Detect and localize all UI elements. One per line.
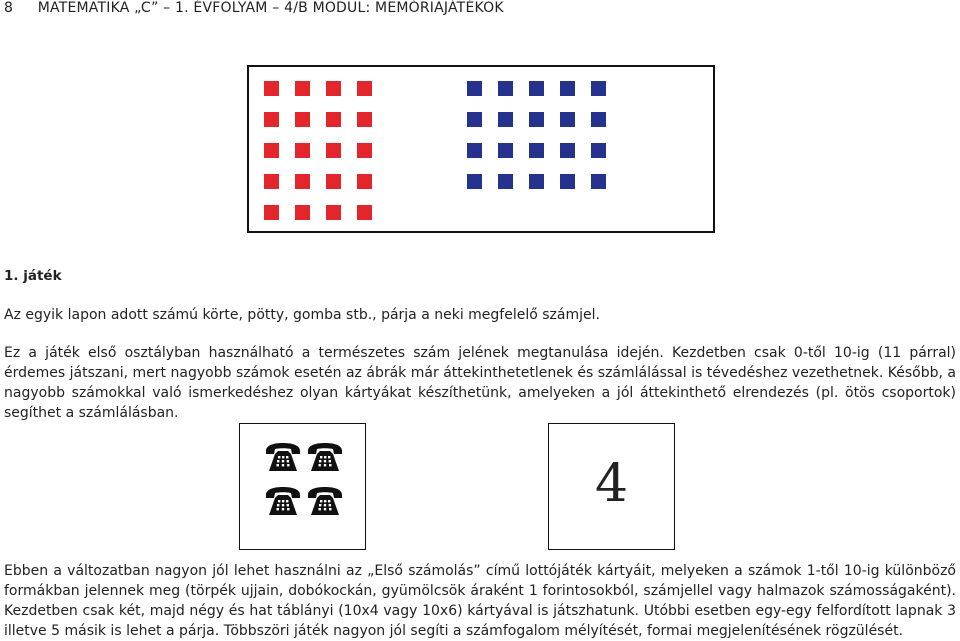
red-square — [326, 174, 341, 189]
blue-square — [591, 112, 606, 127]
blue-square — [467, 174, 482, 189]
red-square — [357, 81, 372, 96]
paragraph-3: Ebben a változatban nagyon jól lehet használni az „Első számolás” című lottójáték kártyáit, melyeken a számok 1-től 10-ig különböző formákban jelennek meg (törpék ujjain, dobókockán, gyümölcsök áraként 1 forintosokból, számjellel vagy halmazok számosságaként). Kezdetben csak két, majd négy és hat táblányi (10x4 vagy 10x6) kártyával is játszhatunk. Utóbbi esetben egy-egy felfordított lapnak 3 illetve 5 másik is lehet a párja. Többszöri játék nagyon jól segíti a számfogalom mélyítését, formai megjelenítésének rögzülését. — [4, 563, 956, 639]
number-card-value: 4 — [594, 454, 629, 514]
red-square — [264, 81, 279, 96]
blue-square — [591, 81, 606, 96]
red-square — [295, 81, 310, 96]
memory-cards-figure — [247, 65, 715, 231]
red-square — [264, 174, 279, 189]
telephone-icon — [306, 442, 344, 472]
blue-squares-card — [454, 65, 715, 233]
blue-square — [560, 81, 575, 96]
blue-square — [591, 143, 606, 158]
blue-square — [529, 143, 544, 158]
blue-square — [529, 81, 544, 96]
page-header — [4, 0, 504, 16]
red-square — [357, 112, 372, 127]
red-square — [295, 174, 310, 189]
telephone-picture-card — [239, 423, 366, 550]
blue-square — [467, 81, 482, 96]
red-square — [264, 205, 279, 220]
telephone-icon — [264, 486, 302, 516]
red-square — [357, 174, 372, 189]
telephone-icon — [306, 486, 344, 516]
red-square — [326, 205, 341, 220]
paragraph-1: Az egyik lapon adott számú körte, pötty, gomba stb., párja a neki megfelelő számjel. — [4, 307, 600, 323]
blue-square — [560, 143, 575, 158]
running-title: MATEMATIKA „C” – 1. ÉVFOLYAM – 4/B MODUL: MEMÓRIAJÁTÉKOK — [37, 0, 504, 16]
blue-square — [560, 174, 575, 189]
blue-square — [529, 112, 544, 127]
blue-square — [498, 174, 513, 189]
blue-square — [560, 112, 575, 127]
blue-square — [467, 112, 482, 127]
red-squares-card — [247, 65, 458, 233]
blue-square — [467, 143, 482, 158]
blue-square — [498, 81, 513, 96]
blue-square — [498, 112, 513, 127]
red-square — [264, 143, 279, 158]
number-card — [548, 423, 675, 550]
blue-square — [591, 174, 606, 189]
red-square — [357, 205, 372, 220]
red-square — [357, 143, 372, 158]
red-square — [295, 143, 310, 158]
paragraph-2: Ez a játék első osztályban használható a természetes szám jelének megtanulása idején. Kezdetben csak 0-től 10-ig (11 párral) érdemes játszani, mert nagyobb számok esetén az ábrák már áttekinthetetlenek és számlálással is tévedéshez vezethetnek. Később, a nagyobb számokkal való ismerkedéshez olyan kártyákat készíthetünk, amelyeken a jól áttekinthető elrendezés (pl. ötös csoportok) segíthet a számlálásban. — [4, 345, 956, 421]
section-heading: 1. játék — [4, 268, 62, 284]
red-square — [326, 143, 341, 158]
blue-square — [529, 174, 544, 189]
blue-square — [498, 143, 513, 158]
telephone-icon — [264, 442, 302, 472]
red-square — [326, 112, 341, 127]
red-square — [264, 112, 279, 127]
red-square — [295, 205, 310, 220]
page-number: 8 — [4, 0, 14, 16]
red-square — [295, 112, 310, 127]
red-square — [326, 81, 341, 96]
